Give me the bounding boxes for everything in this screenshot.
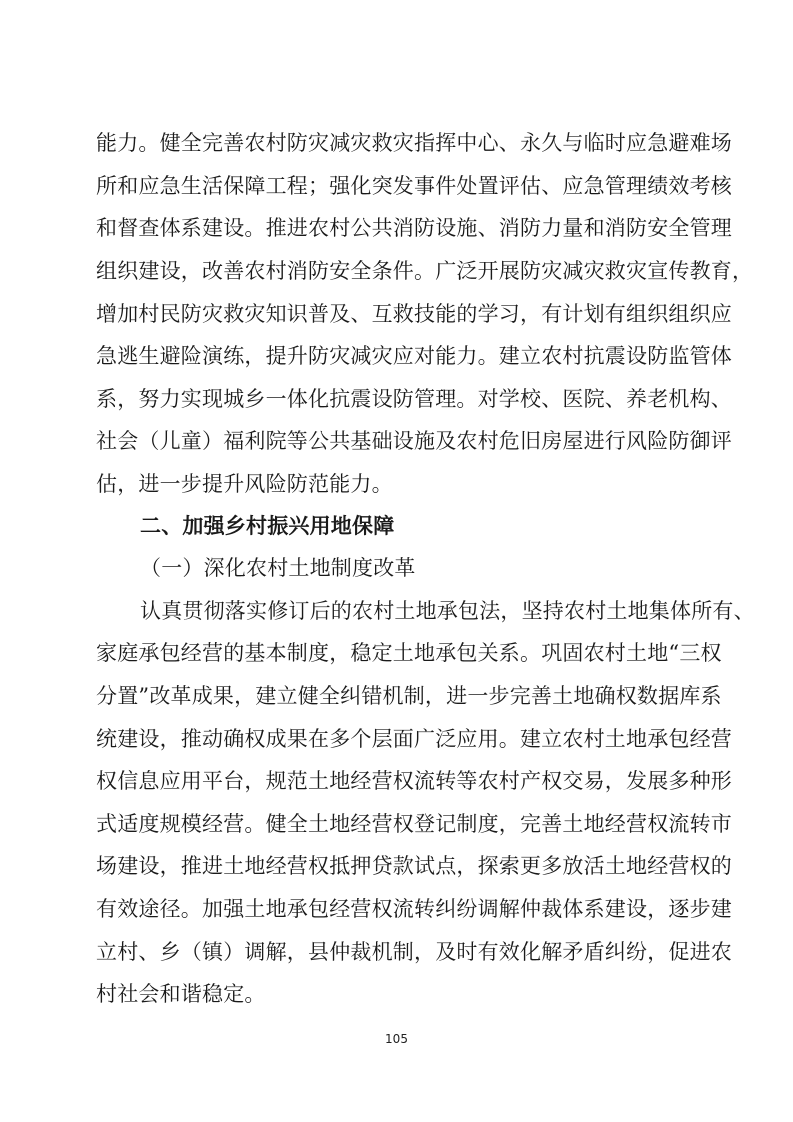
text-line: 急逃生避险演练，提升防灾减灾应对能力。建立农村抗震设防监管体 xyxy=(96,344,732,368)
text-line: 系，努力实现城乡一体化抗震设防管理。对学校、医院、养老机构、 xyxy=(96,387,732,411)
text-line: 能力。健全完善农村防灾减灾救灾指挥中心、永久与临时应急避难场 xyxy=(96,131,732,155)
text-line: 所和应急生活保障工程；强化突发事件处置评估、应急管理绩效考核 xyxy=(96,174,732,198)
text-line: 和督查体系建设。推进农村公共消防设施、消防力量和消防安全管理 xyxy=(96,216,732,240)
text-line: 场建设，推进土地经营权抵押贷款试点，探索更多放活土地经营权的 xyxy=(96,854,732,878)
text-line: 增加村民防灾救灾知识普及、互救技能的学习，有计划有组织组织应 xyxy=(96,302,732,326)
text-line: 有效途径。加强土地承包经营权流转纠纷调解仲裁体系建设，逐步建 xyxy=(96,897,732,921)
text-line: 组织建设，改善农村消防安全条件。广泛开展防灾减灾救灾宣传教育， xyxy=(96,259,754,283)
section-heading: 二、加强乡村振兴用地保障 xyxy=(140,514,395,538)
subsection-heading: （一）深化农村土地制度改革 xyxy=(140,556,416,580)
text-line: 认真贯彻落实修订后的农村土地承包法，坚持农村土地集体所有、 xyxy=(140,599,755,623)
text-line: 统建设，推动确权成果在多个层面广泛应用。建立农村土地承包经营 xyxy=(96,727,732,751)
text-line: 权信息应用平台，规范土地经营权流转等农村产权交易，发展多种形 xyxy=(96,769,732,793)
text-line: 估，进一步提升风险防范能力。 xyxy=(96,472,393,496)
text-line: 社会（儿童）福利院等公共基础设施及农村危旧房屋进行风险防御评 xyxy=(96,429,732,453)
text-line: 家庭承包经营的基本制度，稳定土地承包关系。巩固农村土地“三权 xyxy=(96,641,722,665)
text-line: 式适度规模经营。健全土地经营权登记制度，完善土地经营权流转市 xyxy=(96,812,732,836)
text-line: 立村、乡（镇）调解，县仲裁机制，及时有效化解矛盾纠纷，促进农 xyxy=(96,940,732,964)
text-line: 村社会和谐稳定。 xyxy=(96,982,266,1006)
text-line: 分置”改革成果，建立健全纠错机制，进一步完善土地确权数据库系 xyxy=(96,684,722,708)
page-number: 105 xyxy=(385,1032,408,1046)
